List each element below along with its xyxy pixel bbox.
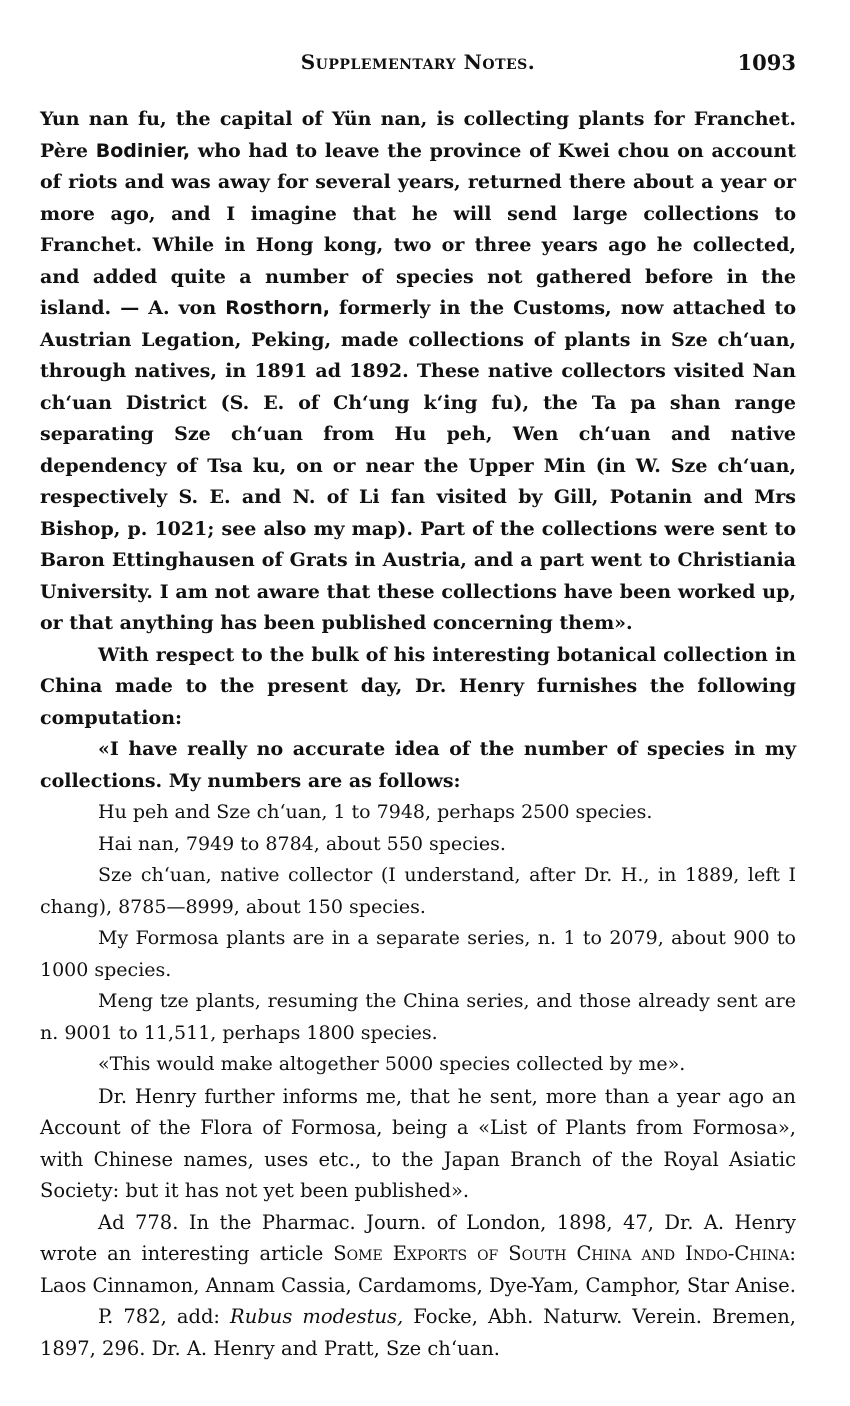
- list-entry: Hai nan, 7949 to 8784, about 550 species.: [98, 832, 506, 855]
- body-text: [40, 104, 796, 1364]
- paragraph-text: formerly in the Customs, now attached to Austrian Legation, Peking, made collections of plants in Sze chʻuan, through natives, in 1891 ad 1892. These native collectors visited Nan chʻuan District (S. E. of Chʻung kʻing fu), the Ta pa shan range separating Sze chʻuan from Hu peh, Wen chʻuan and native dependency of Tsa ku, on or near the Upper Min (in W. Sze chʻuan, respectively S. E. and N. of Li fan visited by Gill, Potanin and Mrs Bishop, p. 1021; see also my map). Part of the collections were sent to Baron Ettinghausen of Grats in Austria, and a part went to Christiania University. I am not aware that these collections have been worked up, or that anything has been published concerning them».: [40, 297, 796, 634]
- collector-name: Rosthorn,: [225, 297, 330, 319]
- collector-name: Bodinier,: [95, 139, 191, 162]
- paragraph-text: Ad 778. In the Pharmac. Journ. of London, 1898, 47, Dr. A. Henry wrote an interesting article: [40, 1210, 796, 1265]
- page-header: [40, 50, 796, 80]
- paragraph-text: Yun nan fu, the capital of Yün nan, is collecting plants for Franchet. Père: [40, 108, 796, 162]
- page-number: 1093: [737, 50, 796, 75]
- list-entry: Hu peh and Sze chʻuan, 1 to 7948, perhaps 2500 species.: [98, 801, 653, 823]
- paragraph-text: P. 782, add:: [98, 1305, 231, 1328]
- running-title: Supplementary Notes.: [300, 50, 536, 74]
- quote-closing: «This would make altogether 5000 species collected by me».: [98, 1053, 686, 1075]
- list-entry: Sze chʻuan, native collector (I understand, after Dr. H., in 1889, left I chang), 8785—8999, about 150 species.: [40, 864, 796, 918]
- list-entry: Meng tze plants, resuming the China series, and those already sent are n. 9001 to 11,511, perhaps 1800 species.: [40, 990, 796, 1044]
- paragraph-collectors: [40, 104, 796, 640]
- paragraph-formosa-flora: Dr. Henry further informs me, that he sent, more than a year ago an Account of the Flora of Formosa, being a «List of Plants from Formosa», with Chinese names, uses etc., to the Japan Branch of the Royal Asiatic Society: but it has not yet been published».: [40, 1084, 796, 1202]
- paragraph-computation: With respect to the bulk of his interesting botanical collection in China made to the present day, Dr. Henry furnishes the following computation:: [40, 643, 796, 729]
- regular-text-block: [40, 797, 796, 1081]
- paragraph-p782: [40, 1301, 796, 1364]
- bold-text-block: [40, 104, 796, 797]
- paragraph-quote-intro: «I have really no accurate idea of the number of species in my collections. My numbers are as follows:: [40, 738, 796, 792]
- paragraph-text: who had to leave the province of Kwei chou on account of riots and was away for several years, returned there about a year or more ago, and I imagine that he will send large collections to Franchet. While in Hong kong, two or three years ago he collected, and added quite a number of species not gathered before in the island. — A. von: [40, 139, 796, 319]
- paragraph-text: Focke, Abh. Naturw. Verein. Bremen, 1897, 296. Dr. A. Henry and Pratt, Sze chʻuan.: [40, 1305, 796, 1360]
- paragraph-ad-778: [40, 1207, 796, 1302]
- list-entry: My Formosa plants are in a separate series, n. 1 to 2079, about 900 to 1000 species.: [40, 927, 796, 981]
- light-text-block: [40, 1081, 796, 1365]
- paragraph-text: : Laos Cinnamon, Annam Cassia, Cardamoms, Dye-Yam, Camphor, Star Anise.: [40, 1242, 796, 1297]
- article-title: Some Exports of South China and Indo-China: [333, 1242, 790, 1265]
- species-name: Rubus modestus,: [230, 1305, 404, 1328]
